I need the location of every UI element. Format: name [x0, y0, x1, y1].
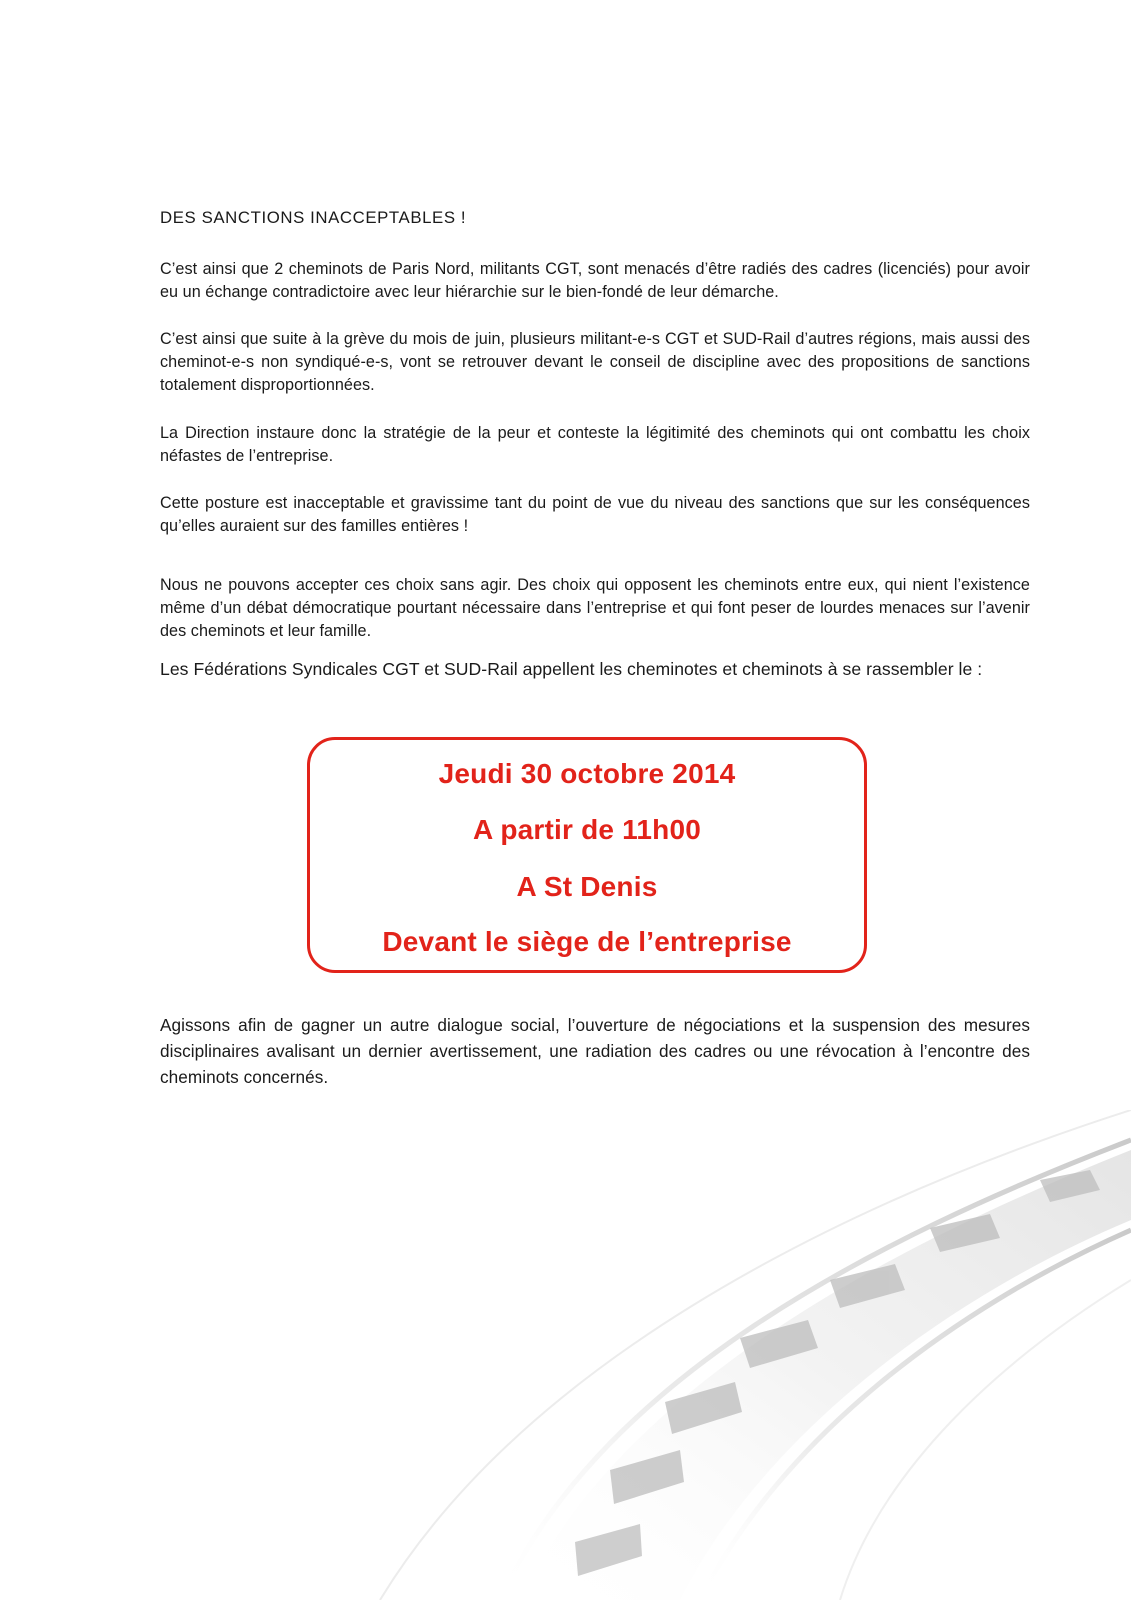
paragraph-5: Nous ne pouvons accepter ces choix sans agir. Des choix qui opposent les cheminots entre eux, qui nient l’existence même d’un débat démocratique pourtant nécessaire dans l’entreprise et qui font peser de lourdes menaces sur l’avenir des cheminots et leur famille.: [160, 576, 1030, 640]
closing-paragraph: Agissons afin de gagner un autre dialogue social, l’ouverture de négociations et la suspension des mesures disciplinaires avalisant un dernier avertissement, une radiation des cadres ou une révocation à l’encontre des cheminots concernés.: [160, 1015, 1030, 1087]
paragraph-1: C’est ainsi que 2 cheminots de Paris Nord, militants CGT, sont menacés d’être radiés des cadres (licenciés) pour avoir eu un échange contradictoire avec leur hiérarchie sur le bien-fondé de leur démarche.: [160, 260, 1030, 301]
event-box: [307, 737, 867, 973]
paragraph-2: C’est ainsi que suite à la grève du mois de juin, plusieurs militant-e-s CGT et SUD-Rail d’autres régions, mais aussi des cheminot-e-s non syndiqué-e-s, vont se retrouver devant le conseil de discipline avec des propositions de sanctions totalement disproportionnées.: [160, 330, 1030, 394]
paragraph-4: Cette posture est inacceptable et gravissime tant du point de vue du niveau des sanctions que sur les conséquences qu’elles auraient sur des familles entières !: [160, 494, 1030, 535]
railway-track-watermark: [0, 1110, 1131, 1600]
event-time: A partir de 11h00: [472, 814, 701, 845]
section-heading: DES SANCTIONS INACCEPTABLES !: [160, 208, 467, 227]
event-location: Devant le siège de l’entreprise: [382, 926, 792, 957]
call-to-gather: Les Fédérations Syndicales CGT et SUD-Rail appellent les cheminotes et cheminots à se rassembler le :: [160, 659, 983, 679]
paragraph-3: La Direction instaure donc la stratégie de la peur et conteste la légitimité des cheminots qui ont combattu les choix néfastes de l’entreprise.: [160, 424, 1030, 465]
event-place: A St Denis: [516, 871, 658, 902]
event-date: Jeudi 30 octobre 2014: [438, 758, 736, 789]
